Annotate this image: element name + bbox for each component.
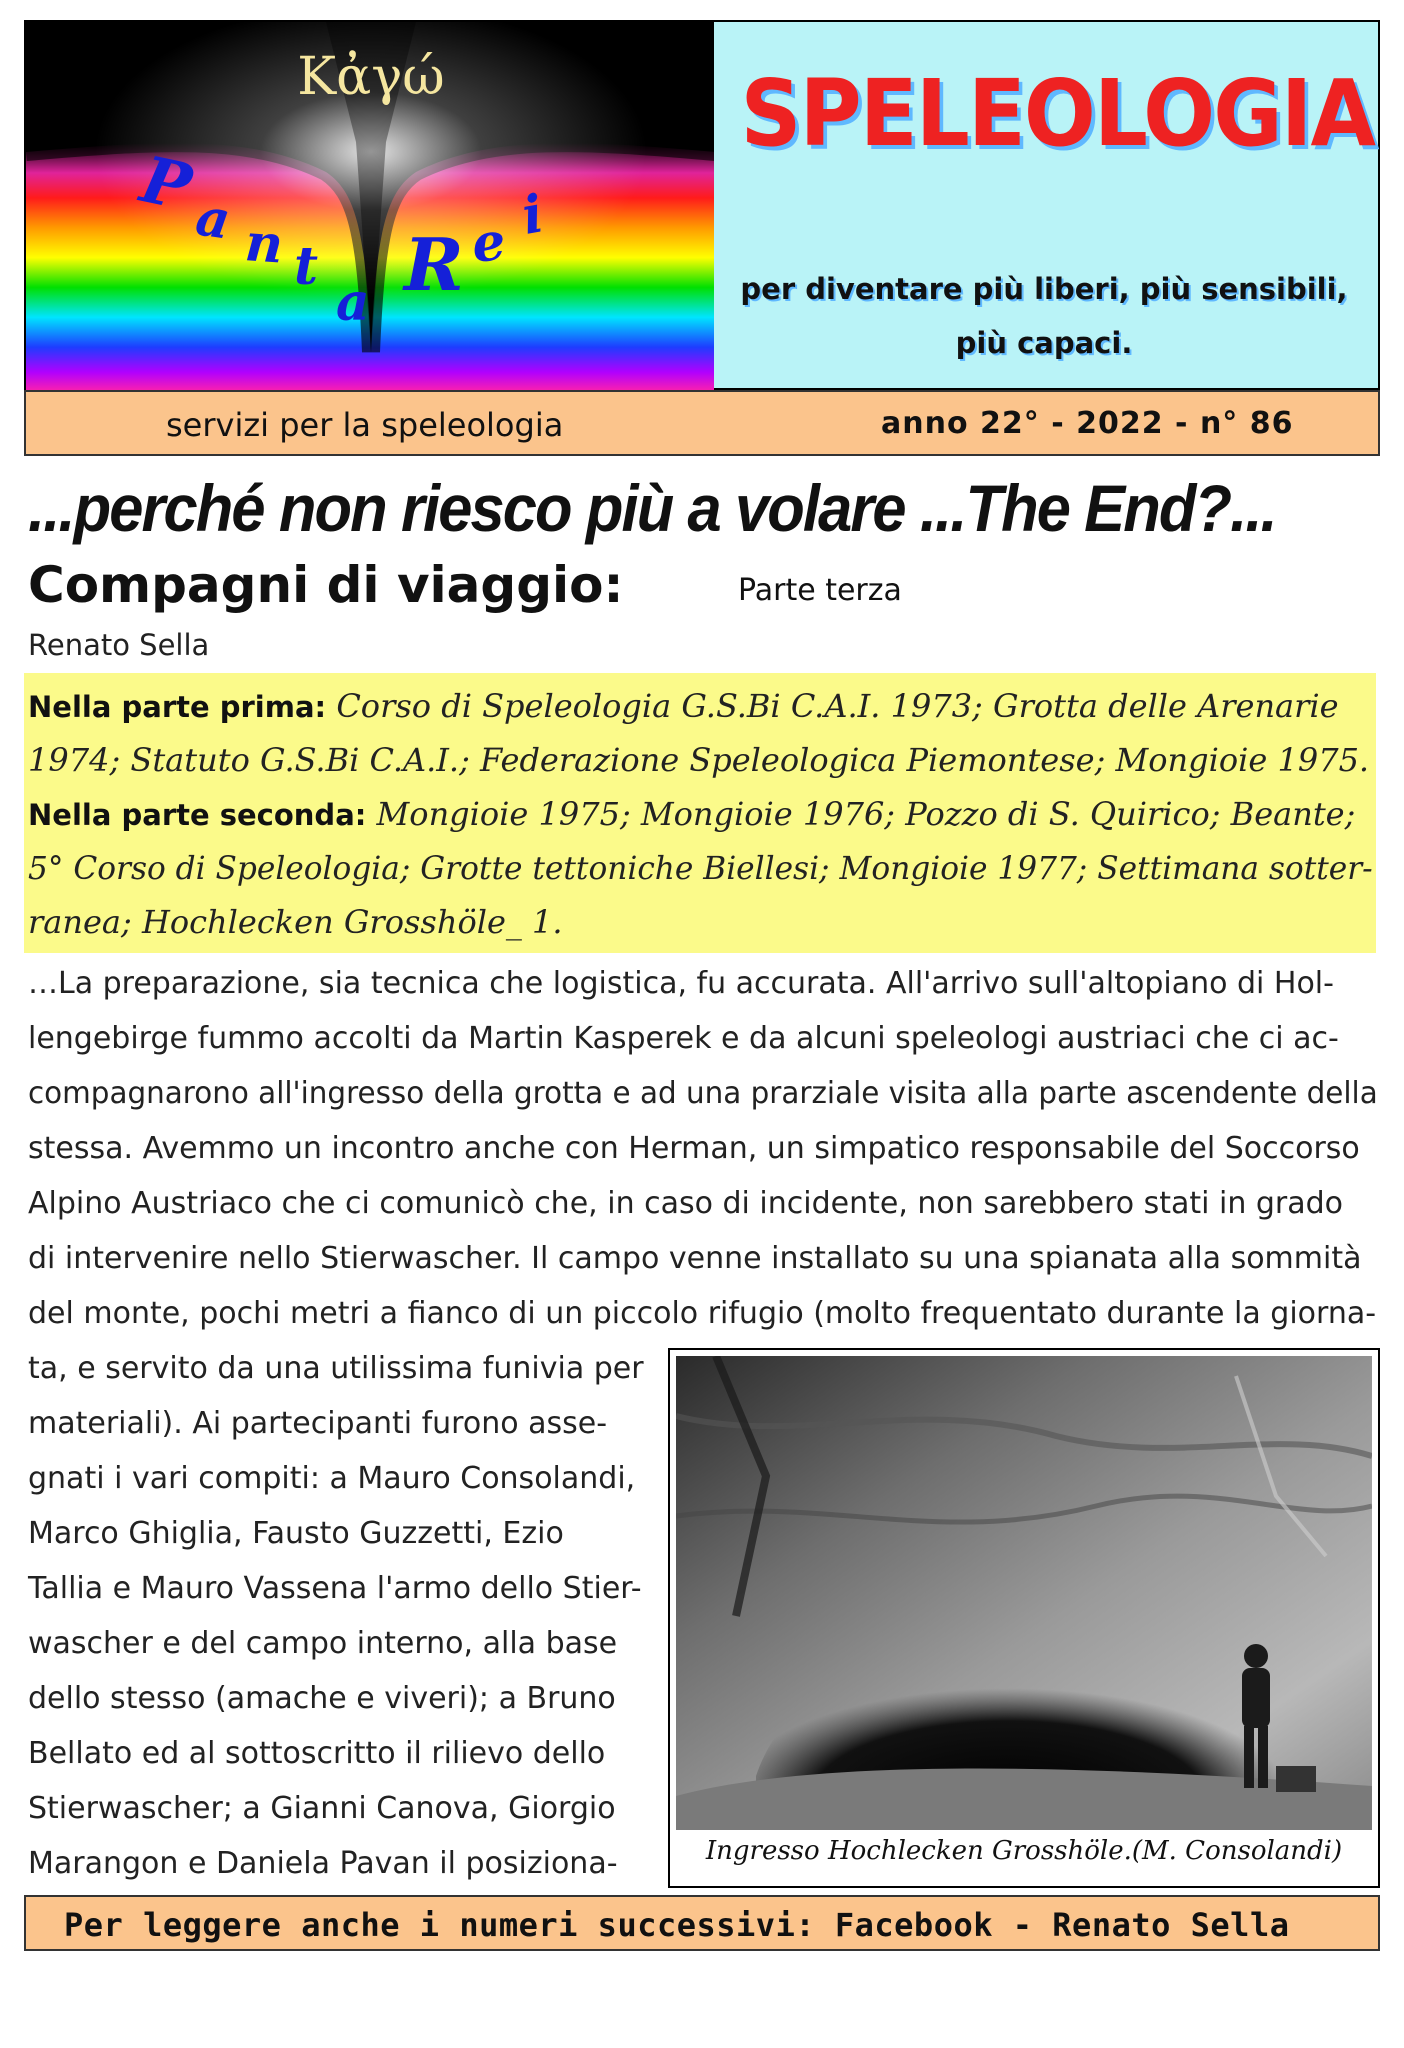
column-line: Tallia e Mauro Vassena l'armo dello Stier- <box>28 1571 642 1606</box>
magazine-title: SPELEOLOGIA <box>740 60 1375 167</box>
svg-text:n: n <box>243 212 286 276</box>
previous-parts-summary <box>24 673 1376 953</box>
article-headline: ...perché non riesco più a volare ...The End?... <box>28 471 1276 545</box>
cave-entrance-photo <box>676 1356 1372 1830</box>
summary-part2-label: Nella parte seconda: <box>28 798 367 832</box>
summary-part1-text: Corso di Speleologia G.S.Bi C.A.I. 1973; Grotta delle Arenarie <box>336 687 1339 725</box>
tagline-line-1: per diventare più liberi, più sensibili, <box>740 272 1348 306</box>
rainbow-wings-image <box>26 22 716 392</box>
logo-greek-text: Κἀγώ <box>297 47 445 107</box>
summary-part1-line1 <box>28 687 1339 725</box>
footer-bar <box>24 1895 1380 1951</box>
body-line: …La preparazione, sia tecnica che logistica, fu accurata. All'arrivo sull'altopiano di Hol- <box>28 966 1334 1001</box>
footer-facebook-notice: Per leggere anche i numeri successivi: Facebook - Renato Sella <box>64 1906 1290 1944</box>
author-name: Renato Sella <box>28 628 210 662</box>
magazine-tagline <box>734 262 1354 370</box>
body-line: lengebirge fummo accolti da Martin Kasperek e da alcuni speleologi austriaci che ci ac- <box>28 1021 1339 1056</box>
title-panel <box>714 20 1380 390</box>
svg-text:t: t <box>294 236 319 297</box>
body-line: di intervenire nello Stierwascher. Il campo venne installato su una spianata alla sommità <box>28 1241 1362 1276</box>
svg-text:i: i <box>517 183 548 247</box>
column-line: ta, e servito da una utilissima funivia per <box>28 1351 644 1386</box>
column-line: wascher e del campo interno, alla base <box>28 1626 618 1661</box>
cave-photo-figure <box>668 1348 1380 1888</box>
summary-part2-line2: 5° Corso di Speleologia; Grotte tettoniche Biellesi; Mongioie 1977; Settimana sotter- <box>28 849 1373 887</box>
column-line: Bellato ed al sottoscritto il rilievo dello <box>28 1736 606 1771</box>
summary-part2-line1 <box>28 795 1355 833</box>
svg-text:P: P <box>134 142 198 226</box>
tagline-line-2: più capaci. <box>955 326 1133 360</box>
column-line: Marangon e Daniela Pavan il posiziona- <box>28 1846 618 1881</box>
summary-part2-line3: ranea; Hochlecken Grosshöle_ 1. <box>28 903 563 941</box>
svg-text:R: R <box>404 222 464 307</box>
body-line: compagnarono all'ingresso della grotta e ad una prarziale visita alla parte ascendente della <box>28 1076 1378 1111</box>
body-line: Alpino Austriaco che ci comunicò che, in caso di incidente, non sarebbero stati in grado <box>28 1186 1344 1221</box>
issue-number: anno 22° - 2022 - n° 86 <box>881 406 1294 441</box>
photo-caption: Ingresso Hochlecken Grosshöle.(M. Consolandi) <box>705 1836 1343 1866</box>
summary-part1-line2: 1974; Statuto G.S.Bi C.A.I.; Federazione Speleologica Piemontese; Mongioie 1975. <box>28 741 1370 779</box>
column-line: gnati i vari compiti: a Mauro Consolandi, <box>28 1461 636 1496</box>
svg-text:e: e <box>468 210 509 275</box>
section-title: Compagni di viaggio: <box>28 556 624 614</box>
section-part: Parte terza <box>738 573 902 608</box>
summary-part1-label: Nella parte prima: <box>28 690 327 724</box>
issue-info-bar <box>24 390 1380 456</box>
services-label: servizi per la speleologia <box>166 406 564 444</box>
summary-part2-text: Mongioie 1975; Mongioie 1976; Pozzo di S. Quirico; Beante; <box>376 795 1356 833</box>
pantarei-logo <box>24 20 718 394</box>
svg-text:a: a <box>192 186 235 252</box>
column-line: Stierwascher; a Gianni Canova, Giorgio <box>28 1791 616 1826</box>
column-line: materiali). Ai partecipanti furono asse- <box>28 1406 608 1441</box>
body-line: del monte, pochi metri a fianco di un piccolo rifugio (molto frequentato durante la giorna- <box>28 1296 1377 1331</box>
svg-text:a: a <box>336 272 370 333</box>
body-line: stessa. Avemmo un incontro anche con Herman, un simpatico responsabile del Soccorso <box>28 1131 1360 1166</box>
column-line: Marco Ghiglia, Fausto Guzzetti, Ezio <box>28 1516 564 1551</box>
column-line: dello stesso (amache e viveri); a Bruno <box>28 1681 616 1716</box>
